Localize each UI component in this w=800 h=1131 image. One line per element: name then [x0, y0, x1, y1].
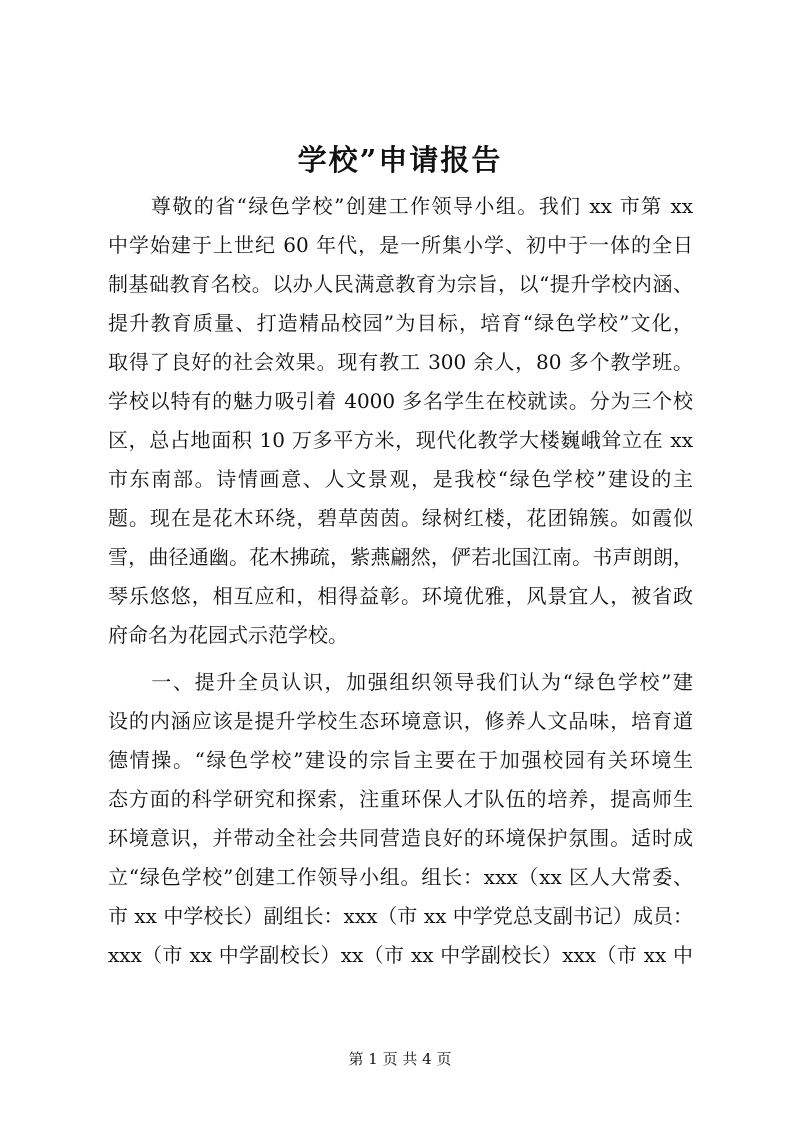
paragraph-1	[108, 187, 693, 655]
text-line: 立“绿色学校”创建工作领导小组。组长：xxx（xx 区人大常委、	[108, 865, 693, 889]
text-line: xxx（市 xx 中学副校长）xx（市 xx 中学副校长）xxx（市 xx 中	[108, 943, 693, 967]
text-line: 题。现在是花木环绕，碧草茵茵。绿树红楼，花团锦簇。如霞似	[108, 506, 693, 530]
text-line: 市东南部。诗情画意、人文景观，是我校“绿色学校”建设的主	[108, 467, 693, 491]
text-line: 设的内涵应该是提升学校生态环境意识，修养人文品味，培育道	[108, 709, 693, 733]
text-line: 区，总占地面积 10 万多平方米，现代化教学大楼巍峨耸立在 xx	[108, 428, 693, 452]
text-line: 琴乐悠悠，相互应和，相得益彰。环境优雅，风景宜人，被省政	[108, 584, 693, 608]
text-line: 尊敬的省“绿色学校”创建工作领导小组。我们 xx 市第 xx	[108, 194, 693, 218]
text-line: 提升教育质量、打造精品校园”为目标，培育“绿色学校”文化，	[108, 311, 693, 335]
text-line: 学校以特有的魅力吸引着 4000 多名学生在校就读。分为三个校	[108, 389, 693, 413]
text-line: 制基础教育名校。以办人民满意教育为宗旨，以“提升学校内涵、	[108, 272, 693, 296]
text-line: 取得了良好的社会效果。现有教工 300 余人，80 多个教学班。	[108, 350, 693, 374]
paragraph-2	[108, 663, 693, 975]
text-line: 中学始建于上世纪 60 年代，是一所集小学、初中于一体的全日	[108, 233, 693, 257]
text-line: 府命名为花园式示范学校。	[108, 623, 348, 647]
text-line: 环境意识，并带动全社会共同营造良好的环境保护氛围。适时成	[108, 826, 693, 850]
page-footer: 第 1 页 共 4 页	[348, 1050, 452, 1068]
text-line: 雪，曲径通幽。花木拂疏，紫燕翩然，俨若北国江南。书声朗朗，	[108, 545, 693, 569]
text-line: 一、提升全员认识，加强组织领导我们认为“绿色学校”建	[108, 670, 693, 694]
text-line: 态方面的科学研究和探索，注重环保人才队伍的培养，提高师生	[108, 787, 693, 811]
text-line: 德情操。“绿色学校”建设的宗旨主要在于加强校园有关环境生	[108, 748, 693, 772]
text-line: 市 xx 中学校长）副组长：xxx（市 xx 中学党总支副书记）成员：	[108, 904, 693, 928]
document-title: 学校”申请报告	[297, 143, 503, 177]
document-body	[108, 187, 693, 975]
